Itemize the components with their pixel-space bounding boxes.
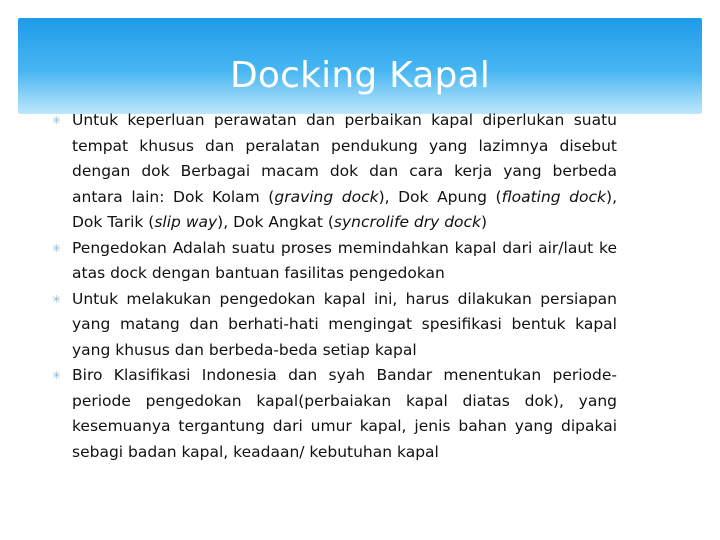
asterisk-bullet-icon: ✳	[52, 241, 62, 255]
bullet-item	[52, 287, 617, 364]
bullet-text: Biro Klasifikasi Indonesia dan syah Bandar menentukan periode-periode pengedokan kapal(perbaiakan kapal diatas dok), yang kesemuanya tergantung dari umur kapal, jenis bahan yang dipakai sebagi badan kapal, keadaan/ kebutuhan kapal	[72, 366, 617, 461]
bullet-text: Untuk keperluan perawatan dan perbaikan kapal diperlukan suatu tempat khusus dan peralatan pendukung yang lazimnya disebut dengan dok Berbagai macam dok dan cara kerja yang berbeda antara lain: Dok Kolam (graving dock), Dok Apung (floating dock), Dok Tarik (slip way), Dok Angkat (syncrolife dry dock)	[72, 111, 617, 231]
asterisk-bullet-icon: ✳	[52, 114, 62, 127]
italic-term: graving dock	[274, 187, 379, 206]
bullet-text: Pengedokan Adalah suatu proses memindahkan kapal dari air/laut ke atas dock dengan bantuan fasilitas pengedokan	[72, 238, 617, 282]
slide-title: Docking Kapal	[229, 55, 491, 96]
bullet-item	[52, 236, 617, 287]
italic-term: floating dock	[501, 187, 607, 206]
italic-term: syncrolife dry dock	[333, 213, 482, 231]
bullet-list	[52, 108, 617, 465]
bullet-text: Untuk melakukan pengedokan kapal ini, harus dilakukan persiapan yang matang dan berhati-hati mengingat spesifikasi bentuk kapal yang khusus dan berbeda-beda setiap kapal	[72, 289, 617, 359]
bullet-item	[52, 363, 617, 465]
italic-term: slip way	[154, 213, 218, 231]
asterisk-bullet-icon: ✳	[52, 292, 62, 306]
asterisk-bullet-icon: ✳	[52, 369, 62, 382]
bullet-item	[52, 108, 617, 236]
